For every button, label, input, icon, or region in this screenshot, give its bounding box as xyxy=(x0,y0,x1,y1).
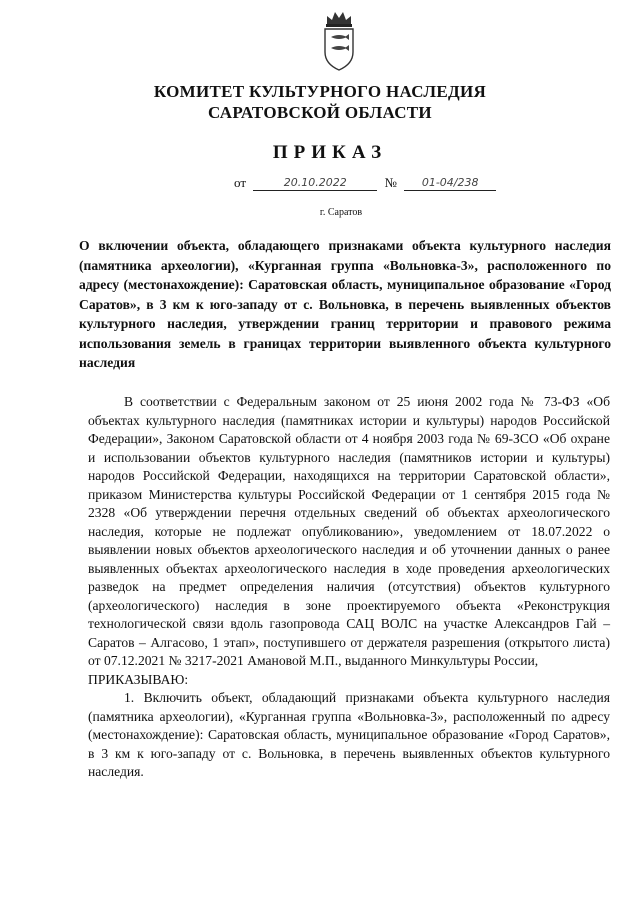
document-type-title: ПРИКАЗ xyxy=(272,142,388,163)
city-line: г. Саратов xyxy=(319,207,363,218)
order-item-1: 1. Включить объект, обладающий признаками объекта культурного наследия (памятника археологии), «Курганная группа «Вольновка-3», расположенный по адресу (местонахождение): Саратовская область, муниципальное образование «Город Саратов», в 3 км к юго-западу от с. Вольновка, в перечень выявленных объектов культурного наследия. xyxy=(88,690,610,779)
date-number-line xyxy=(234,175,496,191)
number-label: № xyxy=(384,175,397,190)
date-label: от xyxy=(234,175,247,190)
saratov-coat-of-arms-icon xyxy=(319,10,359,72)
organization-name-line2: САРАТОВСКОЙ ОБЛАСТИ xyxy=(208,103,432,122)
date-value: 20.10.2022 xyxy=(253,176,377,191)
order-subject: О включении объекта, обладающего признаками объекта культурного наследия (памятника археологии), «Курганная группа «Вольновка-3», расположенного по адресу (местонахождение): Саратовская область, муниципальное образование «Город Саратов», в 3 км к юго-западу от с. Вольновка, в перечень выявленных объектов культурного наследия, утверждении границ территории и правового режима использования земель в границах территории выявленного объекта культурного наследия xyxy=(79,238,611,370)
order-word: ПРИКАЗЫВАЮ: xyxy=(88,671,189,687)
order-body xyxy=(88,393,610,782)
preamble-paragraph: В соответствии с Федеральным законом от 25 июня 2002 года № 73-ФЗ «Об объектах культурного наследия (памятниках истории и культуры) народов Российской Федерации», Законом Саратовской области от 4 ноября 2003 года № 69-ЗСО «Об охране и использовании объектов культурного наследия (памятников истории и культуры) народов Российской Федерации, находящихся на территории Саратовской области», приказом Министерства культуры Российской Федерации от 1 сентября 2015 года № 2328 «Об утверждении перечня отдельных сведений об объектах археологического наследия, которые не подлежат опубликованию», уведомлением от 18.07.2022 о выявлении новых объектов археологического наследия и об уточнении данных о ранее выявленных объектах археологического наследия в ходе проведения археологических разведок на предмет определения наличия (отсутствия) объектов культурного (археологического) наследия в зоне проектируемого объекта «Реконструкция технологической связи вдоль газопровода САЦ ВОЛС на участке Александров Гай – Саратов – Алгасово, 1 этап», поступившего от держателя разрешения (открытого листа) от 07.12.2021 № 3217-2021 Амановой М.П., выданного Минкультуры России, xyxy=(88,394,610,668)
organization-name-line1: КОМИТЕТ КУЛЬТУРНОГО НАСЛЕДИЯ xyxy=(153,82,487,101)
number-value: 01-04/238 xyxy=(404,176,496,191)
